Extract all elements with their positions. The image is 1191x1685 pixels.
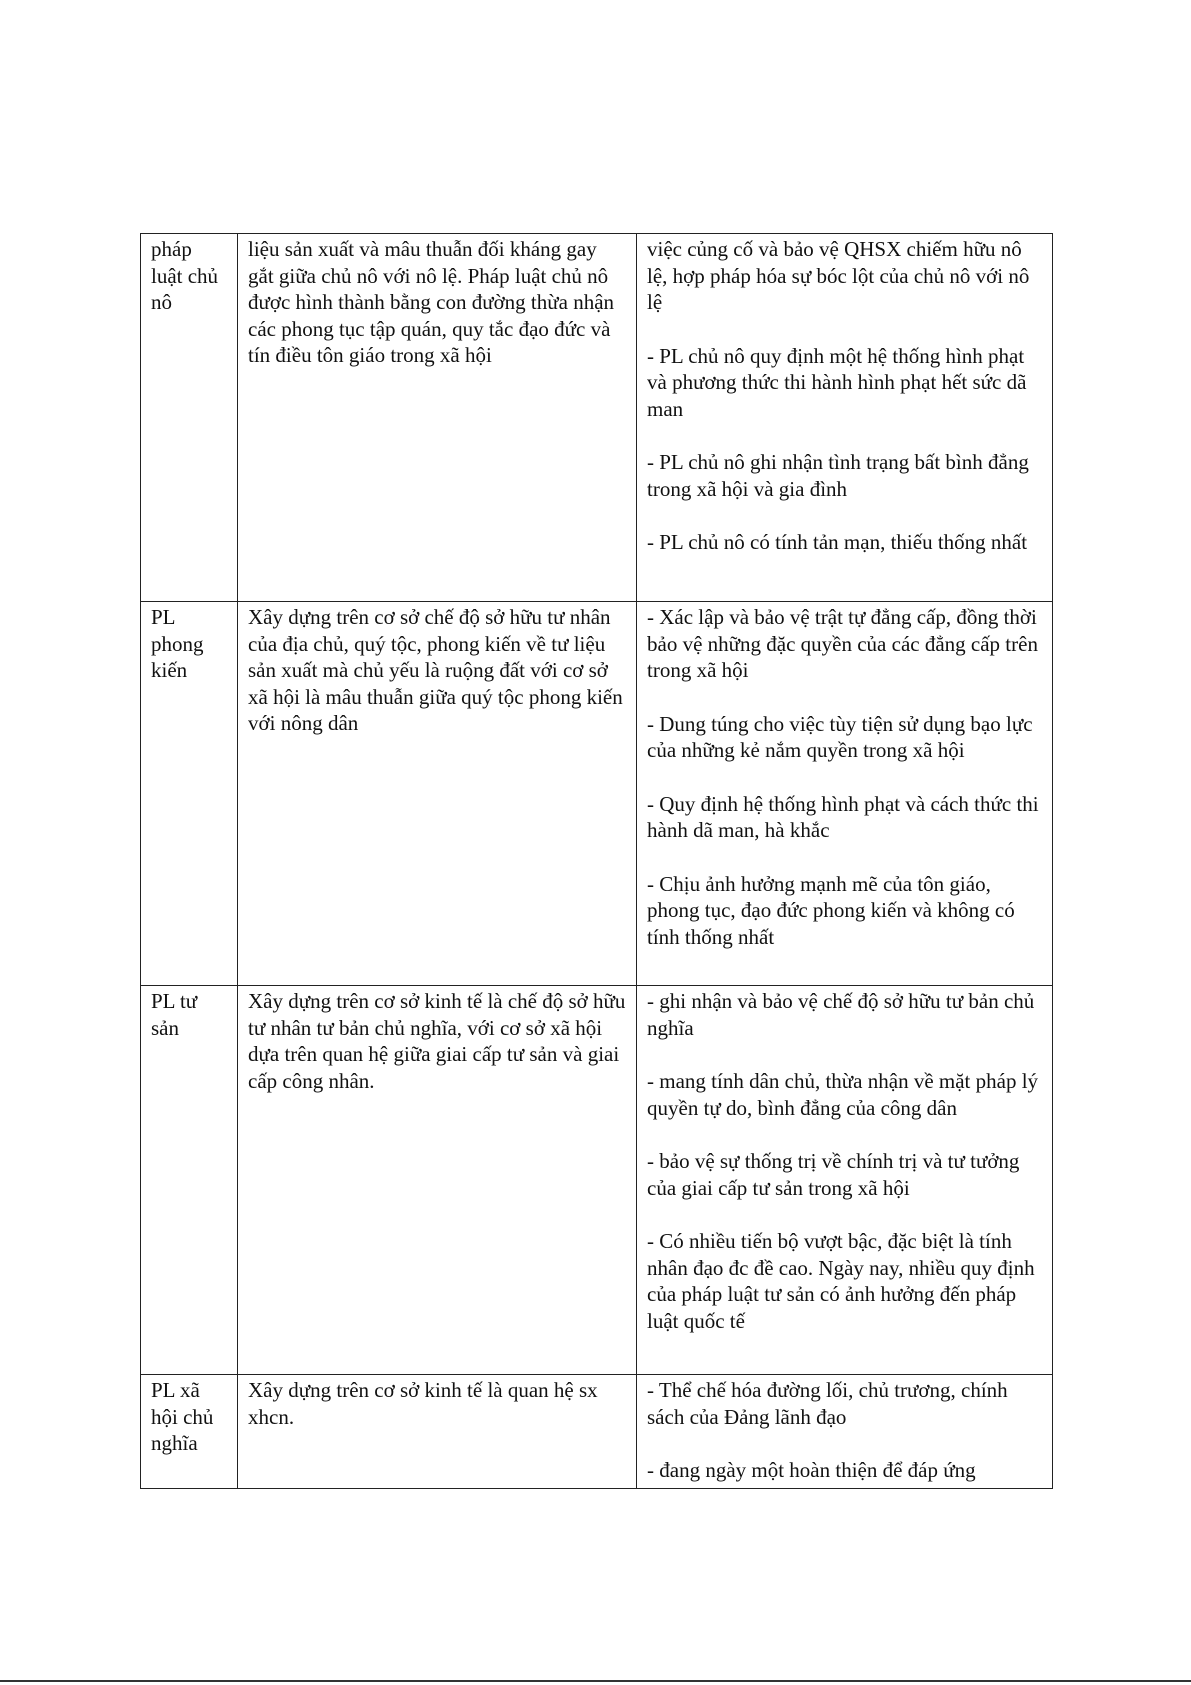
law-basis-text: Xây dựng trên cơ sở chế độ sở hữu tư nhân của địa chủ, quý tộc, phong kiến về tư liệu sản xuất mà chủ yếu là ruộng đất với cơ sở xã hội là mâu thuẫn giữa quý tộc phong kiến với nông dân (248, 605, 623, 735)
law-type-cell (141, 602, 238, 986)
law-basis-cell (238, 602, 637, 986)
law-features-cell (637, 986, 1053, 1375)
feature-paragraph: - PL chủ nô có tính tản mạn, thiếu thống nhất (647, 530, 1028, 554)
law-type-text: PL xã hội chủ nghĩa (151, 1378, 214, 1455)
feature-paragraph: - PL chủ nô quy định một hệ thống hình phạt và phương thức thi hành hình phạt hết sức dã man (647, 343, 1027, 421)
table-row (141, 602, 1053, 986)
feature-paragraph: - Chịu ảnh hưởng mạnh mẽ của tôn giáo, phong tục, đạo đức phong kiến và không có tính thống nhất (647, 871, 1015, 949)
law-comparison-table (140, 233, 1053, 1489)
feature-paragraph: - Quy định hệ thống hình phạt và cách thức thi hành dã man, hà khắc (647, 791, 1039, 842)
law-features-cell (637, 234, 1053, 602)
feature-paragraph: - Xác lập và bảo vệ trật tự đẳng cấp, đồng thời bảo vệ những đặc quyền của các đẳng cấp trên trong xã hội (647, 605, 1038, 682)
law-type-text: PL tư sản (151, 989, 198, 1040)
law-type-text: pháp luật chủ nô (151, 237, 219, 314)
law-basis-text: Xây dựng trên cơ sở kinh tế là quan hệ sx xhcn. (248, 1378, 598, 1429)
law-features-cell (637, 602, 1053, 986)
feature-paragraph: - Thể chế hóa đường lối, chủ trương, chính sách của Đảng lãnh đạo (647, 1378, 1008, 1429)
feature-paragraph: - bảo vệ sự thống trị về chính trị và tư tưởng của giai cấp tư sản trong xã hội (647, 1149, 1020, 1200)
feature-paragraph: - đang ngày một hoàn thiện để đáp ứng (647, 1458, 976, 1482)
feature-paragraph: - mang tính dân chủ, thừa nhận về mặt pháp lý quyền tự do, bình đẳng của công dân (647, 1069, 1039, 1120)
feature-paragraph: - Có nhiều tiến bộ vượt bậc, đặc biệt là tính nhân đạo đc đề cao. Ngày nay, nhiều quy định của pháp luật tư sản có ảnh hưởng đến pháp luật quốc tế (647, 1229, 1035, 1333)
law-type-text: PL phong kiến (151, 605, 204, 682)
law-type-cell (141, 234, 238, 602)
law-type-cell (141, 986, 238, 1375)
table-row (141, 234, 1053, 602)
law-features-cell (637, 1375, 1053, 1489)
table-row (141, 986, 1053, 1375)
feature-paragraph: - Dung túng cho việc tùy tiện sử dụng bạo lực của những kẻ nắm quyền trong xã hội (647, 711, 1033, 762)
law-basis-cell (238, 1375, 637, 1489)
law-type-cell (141, 1375, 238, 1489)
law-basis-cell (238, 234, 637, 602)
table-row (141, 1375, 1053, 1489)
law-basis-cell (238, 986, 637, 1375)
law-basis-text: Xây dựng trên cơ sở kinh tế là chế độ sở hữu tư nhân tư bản chủ nghĩa, với cơ sở xã hội dựa trên quan hệ giữa giai cấp tư sản và giai cấp công nhân. (248, 989, 626, 1093)
feature-paragraph: việc củng cố và bảo vệ QHSX chiếm hữu nô lệ, hợp pháp hóa sự bóc lột của chủ nô với nô lệ (647, 237, 1030, 314)
feature-paragraph: - ghi nhận và bảo vệ chế độ sở hữu tư bản chủ nghĩa (647, 989, 1035, 1040)
page-bottom-rule (0, 1680, 1191, 1682)
law-basis-text: liệu sản xuất và mâu thuẫn đối kháng gay gắt giữa chủ nô với nô lệ. Pháp luật chủ nô được hình thành bằng con đường thừa nhận các phong tục tập quán, quy tắc đạo đức và tín điều tôn giáo trong xã hội (248, 237, 615, 367)
feature-paragraph: - PL chủ nô ghi nhận tình trạng bất bình đẳng trong xã hội và gia đình (647, 450, 1029, 501)
